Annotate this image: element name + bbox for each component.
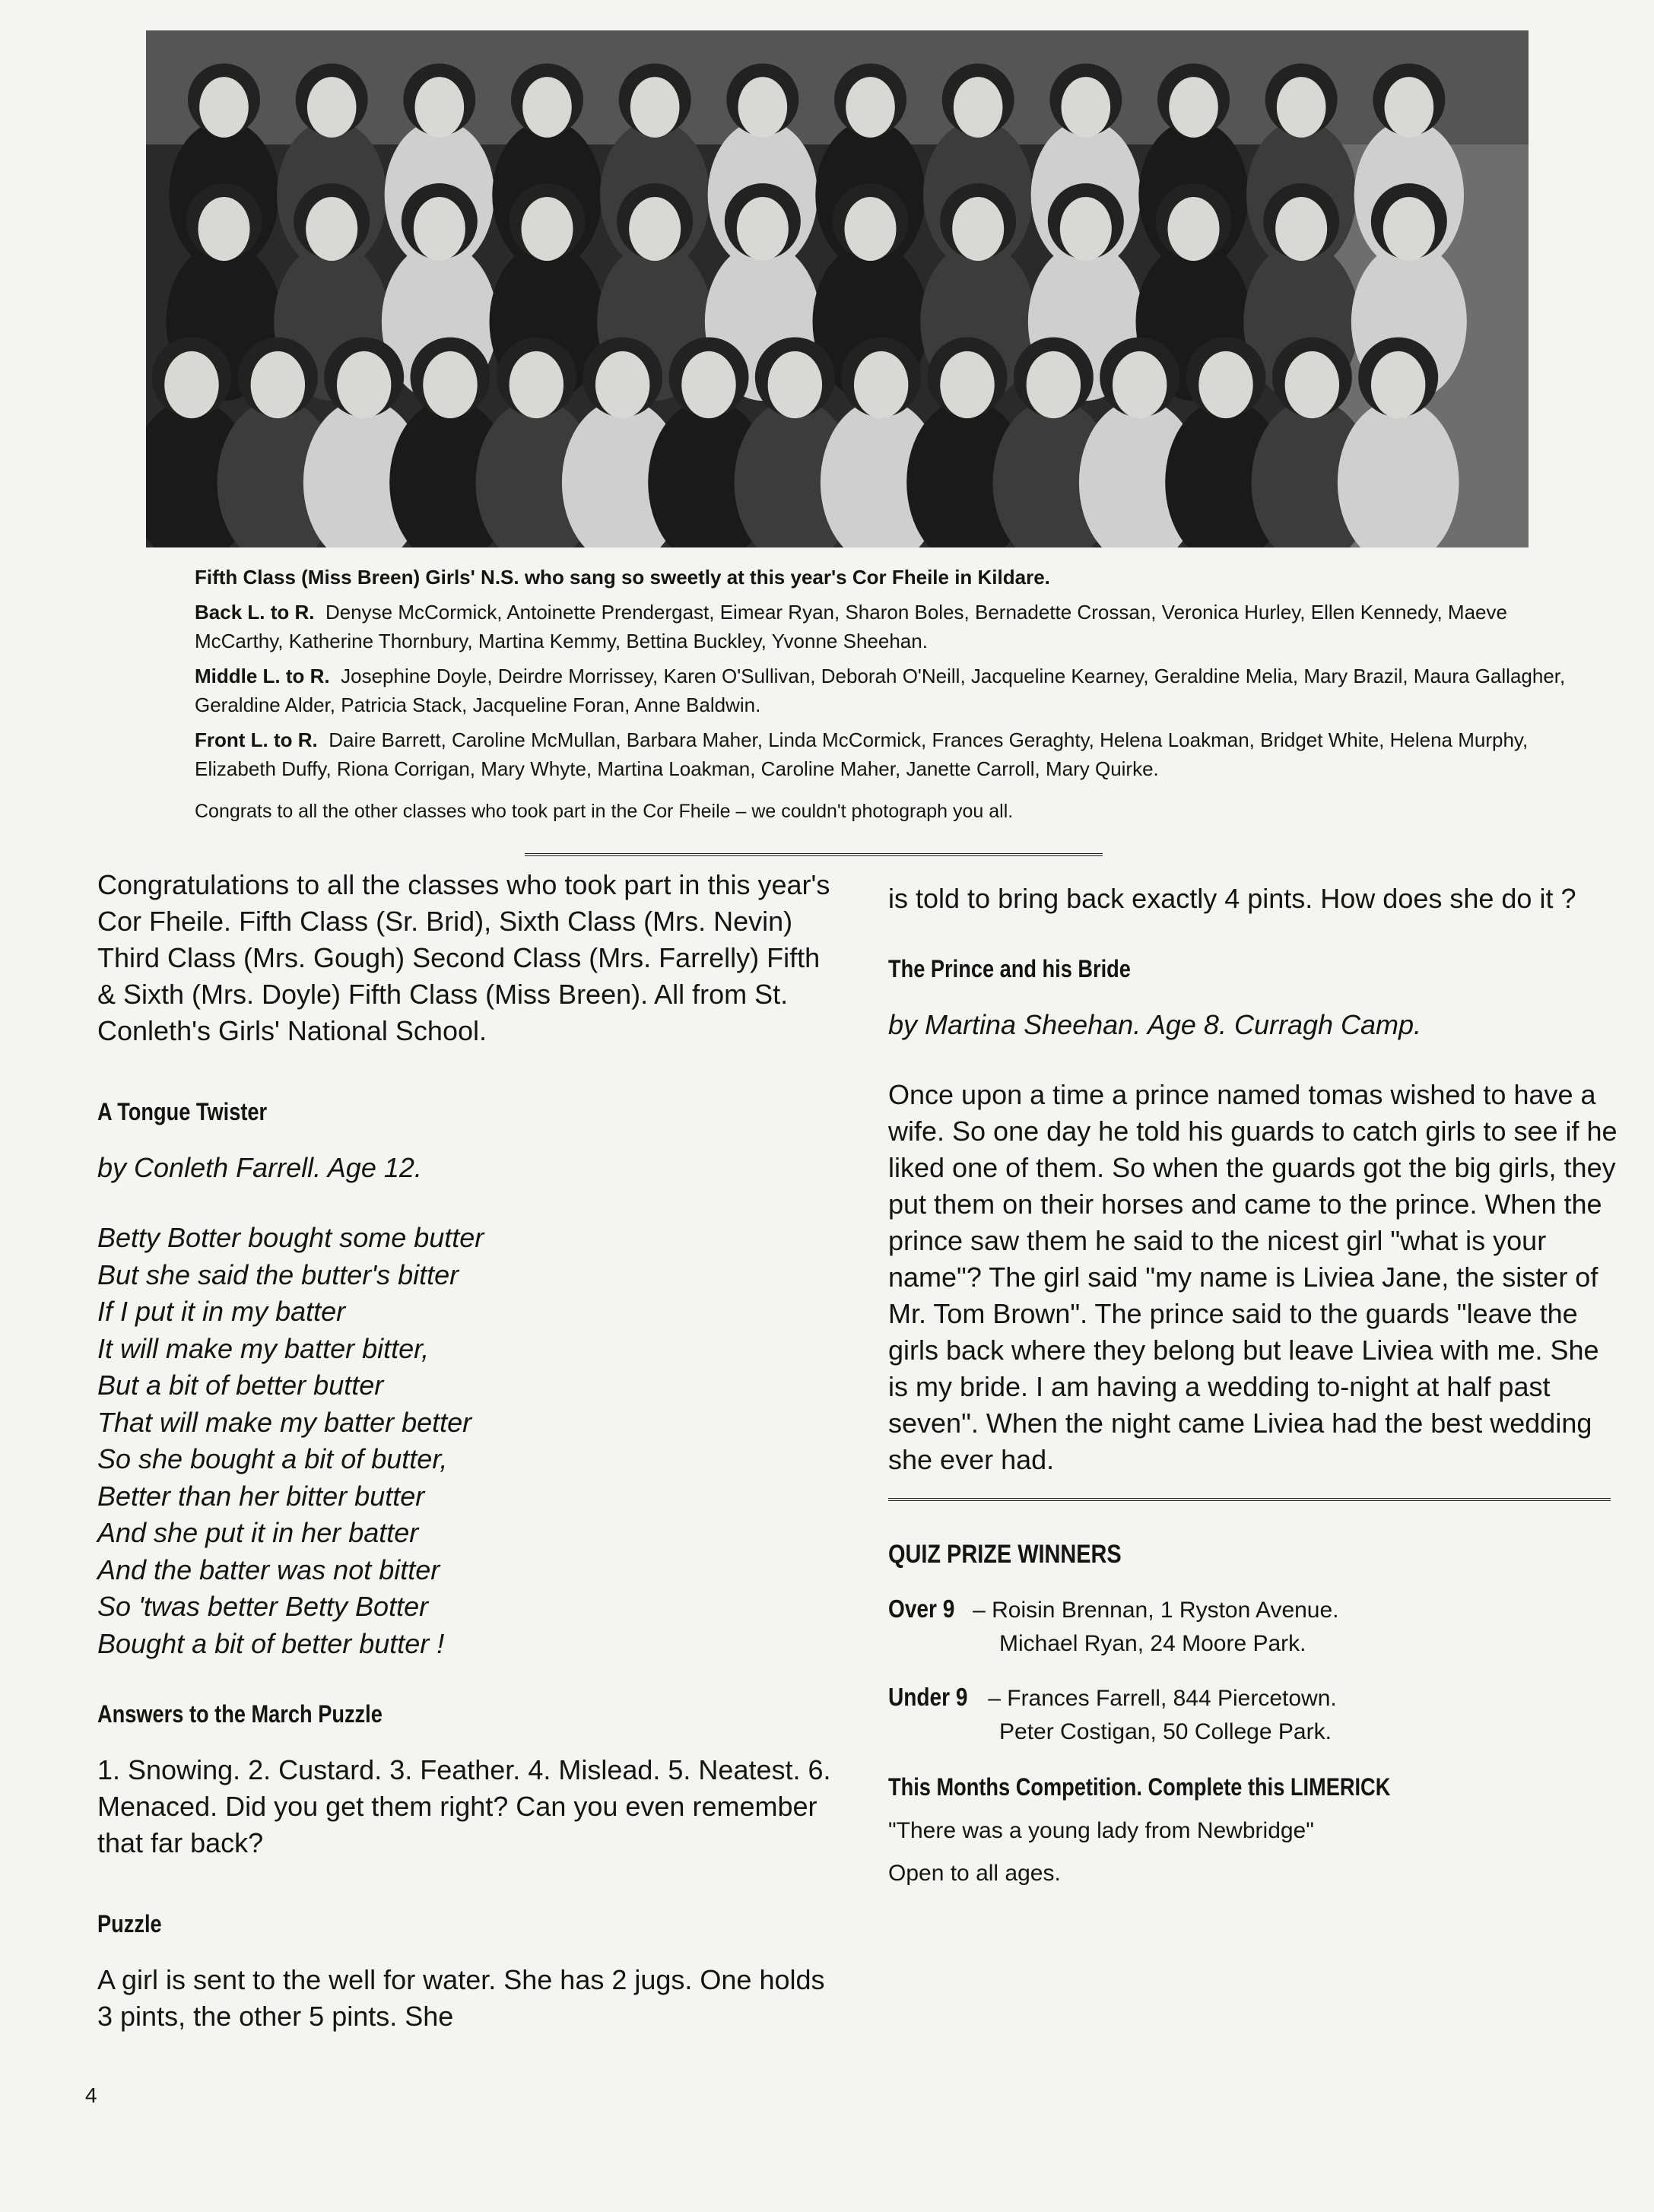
middle-row-label: Middle L. to R. xyxy=(195,665,330,687)
quiz-winners-heading: QUIZ PRIZE WINNERS xyxy=(888,1540,1122,1569)
answers-heading: Answers to the March Puzzle xyxy=(97,1700,383,1728)
under-9-label: Under 9 xyxy=(888,1683,968,1711)
caption-front-row xyxy=(195,725,1594,783)
poem-line: So she bought a bit of butter, xyxy=(97,1443,448,1474)
poem-line: Betty Botter bought some butter xyxy=(97,1222,484,1253)
tongue-twister-byline: by Conleth Farrell. Age 12. xyxy=(97,1152,422,1183)
open-to-all: Open to all ages. xyxy=(888,1861,1061,1886)
photo-caption xyxy=(195,563,1594,832)
tongue-twister-heading: A Tongue Twister xyxy=(97,1098,268,1125)
section-divider xyxy=(525,853,1103,856)
front-row-label: Front L. to R. xyxy=(195,728,318,751)
front-row-names: Daire Barrett, Caroline McMullan, Barbara Maher, Linda McCormick, Frances Geraghty, Helena Loakman, Bridget White, Helena Murphy, Elizabeth Duffy, Riona Corrigan, Mary Whyte, Martina Loakman, Caroline Maher, Janette Carroll, Mary Quirke. xyxy=(195,728,1529,780)
intro-paragraph: Congratulations to all the classes who took part in this year's Cor Fheile. Fifth Class (Sr. Brid), Sixth Class (Mrs. Nevin) Third Class (Mrs. Gough) Second Class (Mrs. Farrelly) Fifth & Sixth (Mrs. Doyle) Fifth Class (Miss Breen). All from St. Conleth's Girls' National School. xyxy=(97,869,830,1046)
page-number: 4 xyxy=(85,2083,97,2107)
group-photo-icon xyxy=(146,30,1529,547)
over-9-first-winner: – Roisin Brennan, 1 Ryston Avenue. xyxy=(973,1598,1339,1623)
poem-line: That will make my batter better xyxy=(97,1406,472,1438)
caption-back-row xyxy=(195,598,1594,655)
poem-line: And the batter was not bitter xyxy=(97,1553,440,1585)
right-column xyxy=(888,881,1618,1890)
under-9-winners xyxy=(888,1680,1618,1749)
caption-title: Fifth Class (Miss Breen) Girls' N.S. who sang so sweetly at this year's Cor Fheile in Kildare. xyxy=(195,566,1050,589)
story-text: Once upon a time a prince named tomas wished to have a wife. So one day he told his guards to catch girls to see if he liked one of them. So when the guards got the big girls, they put them on their horses and came to the prince. When the prince saw them he said to the nicest girl "what is your name"? The girl said "my name is Liviea Jane, the sister of Mr. Tom Brown". The prince said to the guards "leave the girls back where they belong but leave Liviea with me. She is my bride. I am having a wedding to-night at half past seven". When the night came Liviea had the best wedding she ever had. xyxy=(888,1079,1617,1475)
poem-line: Bought a bit of better butter ! xyxy=(97,1627,445,1659)
under-9-second-winner: Peter Costigan, 50 College Park. xyxy=(999,1719,1332,1744)
under-9-first-winner: – Frances Farrell, 844 Piercetown. xyxy=(988,1686,1337,1711)
story-heading: The Prince and his Bride xyxy=(888,955,1131,982)
middle-row-names: Josephine Doyle, Deirdre Morrissey, Karen O'Sullivan, Deborah O'Neill, Jacqueline Kearney, Geraldine Melia, Mary Brazil, Maura Gallagher, Geraldine Alder, Patricia Stack, Jacqueline Foran, Anne Baldwin. xyxy=(195,665,1566,716)
limerick-line: "There was a young lady from Newbridge" xyxy=(888,1818,1314,1843)
tongue-twister-poem xyxy=(97,1220,843,1662)
puzzle-text: A girl is sent to the well for water. She has 2 jugs. One holds 3 pints, the other 5 pints. She xyxy=(97,1964,825,2032)
section-divider xyxy=(888,1498,1611,1501)
poem-line: But a bit of better butter xyxy=(97,1369,384,1401)
competition-heading: This Months Competition. Complete this LIMERICK xyxy=(888,1773,1391,1801)
over-9-winners xyxy=(888,1592,1618,1661)
poem-line: Better than her bitter butter xyxy=(97,1480,425,1512)
poem-line: It will make my batter bitter, xyxy=(97,1332,430,1364)
over-9-label: Over 9 xyxy=(888,1595,955,1623)
caption-congrats: Congrats to all the other classes who took part in the Cor Fheile – we couldn't photograph you all. xyxy=(195,801,1014,822)
poem-line: So 'twas better Betty Botter xyxy=(97,1591,429,1622)
story-byline: by Martina Sheehan. Age 8. Curragh Camp. xyxy=(888,1009,1422,1040)
poem-line: If I put it in my batter xyxy=(97,1296,346,1327)
left-column xyxy=(97,867,843,2035)
puzzle-heading: Puzzle xyxy=(97,1910,162,1937)
class-group-photo xyxy=(146,30,1529,547)
answers-text: 1. Snowing. 2. Custard. 3. Feather. 4. Mislead. 5. Neatest. 6. Menaced. Did you get them right? Can you even remember that far back? xyxy=(97,1754,831,1858)
back-row-label: Back L. to R. xyxy=(195,601,315,624)
poem-line: And she put it in her batter xyxy=(97,1517,419,1548)
caption-middle-row xyxy=(195,662,1594,719)
poem-line: But she said the butter's bitter xyxy=(97,1258,459,1290)
back-row-names: Denyse McCormick, Antoinette Prendergast, Eimear Ryan, Sharon Boles, Bernadette Crossan, Veronica Hurley, Ellen Kennedy, Maeve McCarthy, Katherine Thornbury, Martina Kemmy, Bettina Buckley, Yvonne Sheehan. xyxy=(195,601,1507,652)
puzzle-continued-text: is told to bring back exactly 4 pints. How does she do it ? xyxy=(888,883,1576,914)
over-9-second-winner: Michael Ryan, 24 Moore Park. xyxy=(999,1631,1306,1656)
